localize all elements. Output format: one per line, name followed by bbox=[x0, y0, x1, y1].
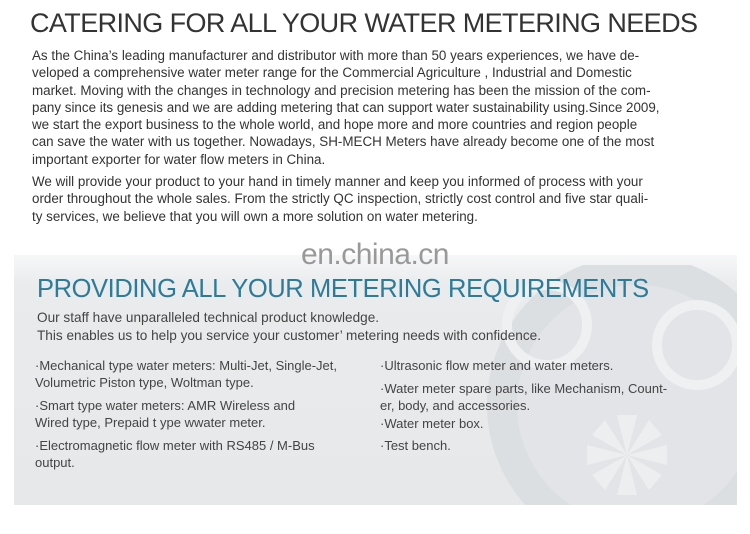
list-item: ·Test bench. bbox=[380, 438, 451, 453]
list-item: ·Ultrasonic flow meter and water meters. bbox=[380, 358, 614, 373]
section-title-catering: CATERING FOR ALL YOUR WATER METERING NEEDS bbox=[30, 8, 698, 38]
requirements-intro bbox=[37, 309, 541, 345]
text-line: we start the export business to the whole world, and hope more and more countries and region people bbox=[32, 117, 638, 133]
text-line: can save the water with us together. Nowadays, SH-MECH Meters have already become one of the most bbox=[32, 134, 655, 150]
list-item: ·Smart type water meters: AMR Wireless and Wired type, Prepaid t ype wwater meter. bbox=[35, 398, 296, 430]
text-line: order throughout the whole sales. From the strictly QC inspection, strictly cost control and five star quali- bbox=[32, 191, 649, 207]
text-line: important exporter for water flow meters in China. bbox=[32, 151, 326, 167]
intro-paragraph bbox=[32, 47, 660, 168]
text-line: As the China’s leading manufacturer and distributor with more than 50 years experiences, we have de- bbox=[32, 48, 640, 63]
text-line: Our staff have unparalleled technical product knowledge. bbox=[37, 310, 380, 325]
list-item: ·Electromagnetic flow meter with RS485 / M-Bus output. bbox=[35, 438, 315, 470]
text-line: veloped a comprehensive water meter range for the Commercial Agriculture , Industrial and Domestic bbox=[32, 65, 632, 81]
text-line: We will provide your product to your hand in timely manner and keep you informed of process with your bbox=[32, 174, 643, 189]
text-line: ty services, we believe that you will own a more solution on water metering. bbox=[32, 208, 478, 224]
list-item: ·Mechanical type water meters: Multi-Jet, Single-Jet, Volumetric Piston type, Woltman type. bbox=[35, 358, 337, 390]
list-item: ·Water meter box. bbox=[380, 416, 484, 431]
watermark: en.china.cn bbox=[301, 238, 449, 271]
text-line: market. Moving with the changes in technology and precision metering has been the mission of the com- bbox=[32, 82, 651, 98]
list-item: ·Water meter spare parts, like Mechanism, Count- er, body, and accessories. bbox=[380, 381, 668, 413]
section-title-providing: PROVIDING ALL YOUR METERING REQUIREMENTS bbox=[37, 275, 649, 303]
text-line: pany since its genesis and we are adding metering that can support water sustainability using.Since 2009, bbox=[32, 99, 660, 115]
text-line: This enables us to help you service your customer’ metering needs with confidence. bbox=[37, 328, 541, 343]
service-paragraph bbox=[32, 173, 648, 225]
